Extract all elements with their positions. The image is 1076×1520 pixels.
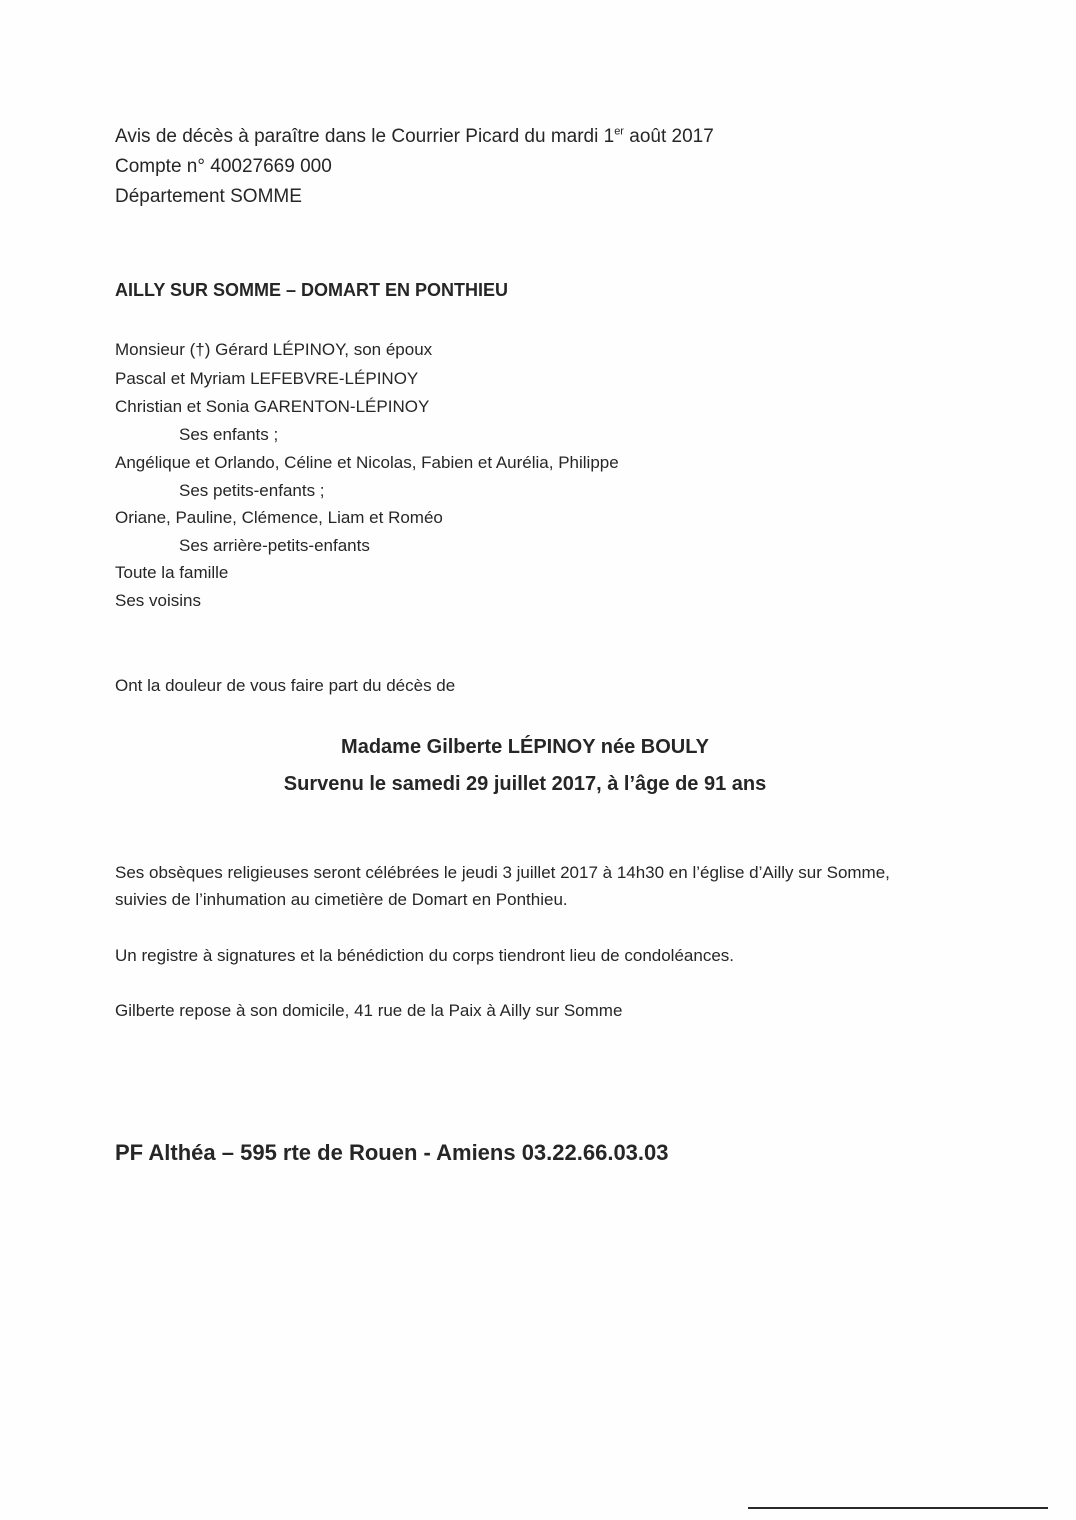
- account-number: Compte n° 40027669 000: [115, 156, 332, 177]
- family-spouse: Monsieur (†) Gérard LÉPINOY, son époux: [115, 340, 433, 359]
- great-grandchildren-label: Ses arrière-petits-enfants: [179, 536, 370, 555]
- family-whole: Toute la famille: [115, 563, 229, 582]
- department: Département SOMME: [115, 186, 302, 207]
- deceased-name: Madame Gilberte LÉPINOY née BOULY: [341, 736, 709, 758]
- publication-suffix: août 2017: [623, 126, 714, 147]
- publication-superscript: er: [614, 125, 624, 138]
- locations-heading: AILLY SUR SOMME – DOMART EN PONTHIEU: [115, 280, 509, 300]
- funeral-home-contact: PF Althéa – 595 rte de Rouen - Amiens 03.22.66.03.03: [115, 1140, 669, 1165]
- publication-line: [115, 124, 714, 150]
- resting-place: Gilberte repose à son domicile, 41 rue de la Paix à Ailly sur Somme: [115, 1001, 623, 1020]
- family-grandchildren: Angélique et Orlando, Céline et Nicolas, Fabien et Aurélia, Philippe: [115, 453, 619, 472]
- family-child-1: Pascal et Myriam LEFEBVRE-LÉPINOY: [115, 369, 419, 388]
- condolences-note: Un registre à signatures et la bénédiction du corps tiendront lieu de condoléances.: [115, 946, 734, 965]
- family-child-2: Christian et Sonia GARENTON-LÉPINOY: [115, 397, 430, 416]
- grandchildren-label: Ses petits-enfants ;: [179, 481, 325, 500]
- family-neighbors: Ses voisins: [115, 591, 201, 610]
- death-date: Survenu le samedi 29 juillet 2017, à l’âge de 91 ans: [283, 773, 767, 795]
- scan-edge-line: [748, 1507, 1048, 1509]
- ceremony-line-1: Ses obsèques religieuses seront célébrées le jeudi 3 juillet 2017 à 14h30 en l’église d’Ailly sur Somme,: [115, 863, 890, 882]
- announcement-intro: Ont la douleur de vous faire part du décès de: [115, 676, 456, 695]
- publication-prefix: Avis de décès à paraître dans le Courrier Picard du mardi 1: [115, 126, 615, 147]
- family-great-grandchildren: Oriane, Pauline, Clémence, Liam et Roméo: [115, 508, 443, 527]
- children-label: Ses enfants ;: [179, 425, 279, 444]
- ceremony-line-2: suivies de l’inhumation au cimetière de Domart en Ponthieu.: [115, 890, 568, 909]
